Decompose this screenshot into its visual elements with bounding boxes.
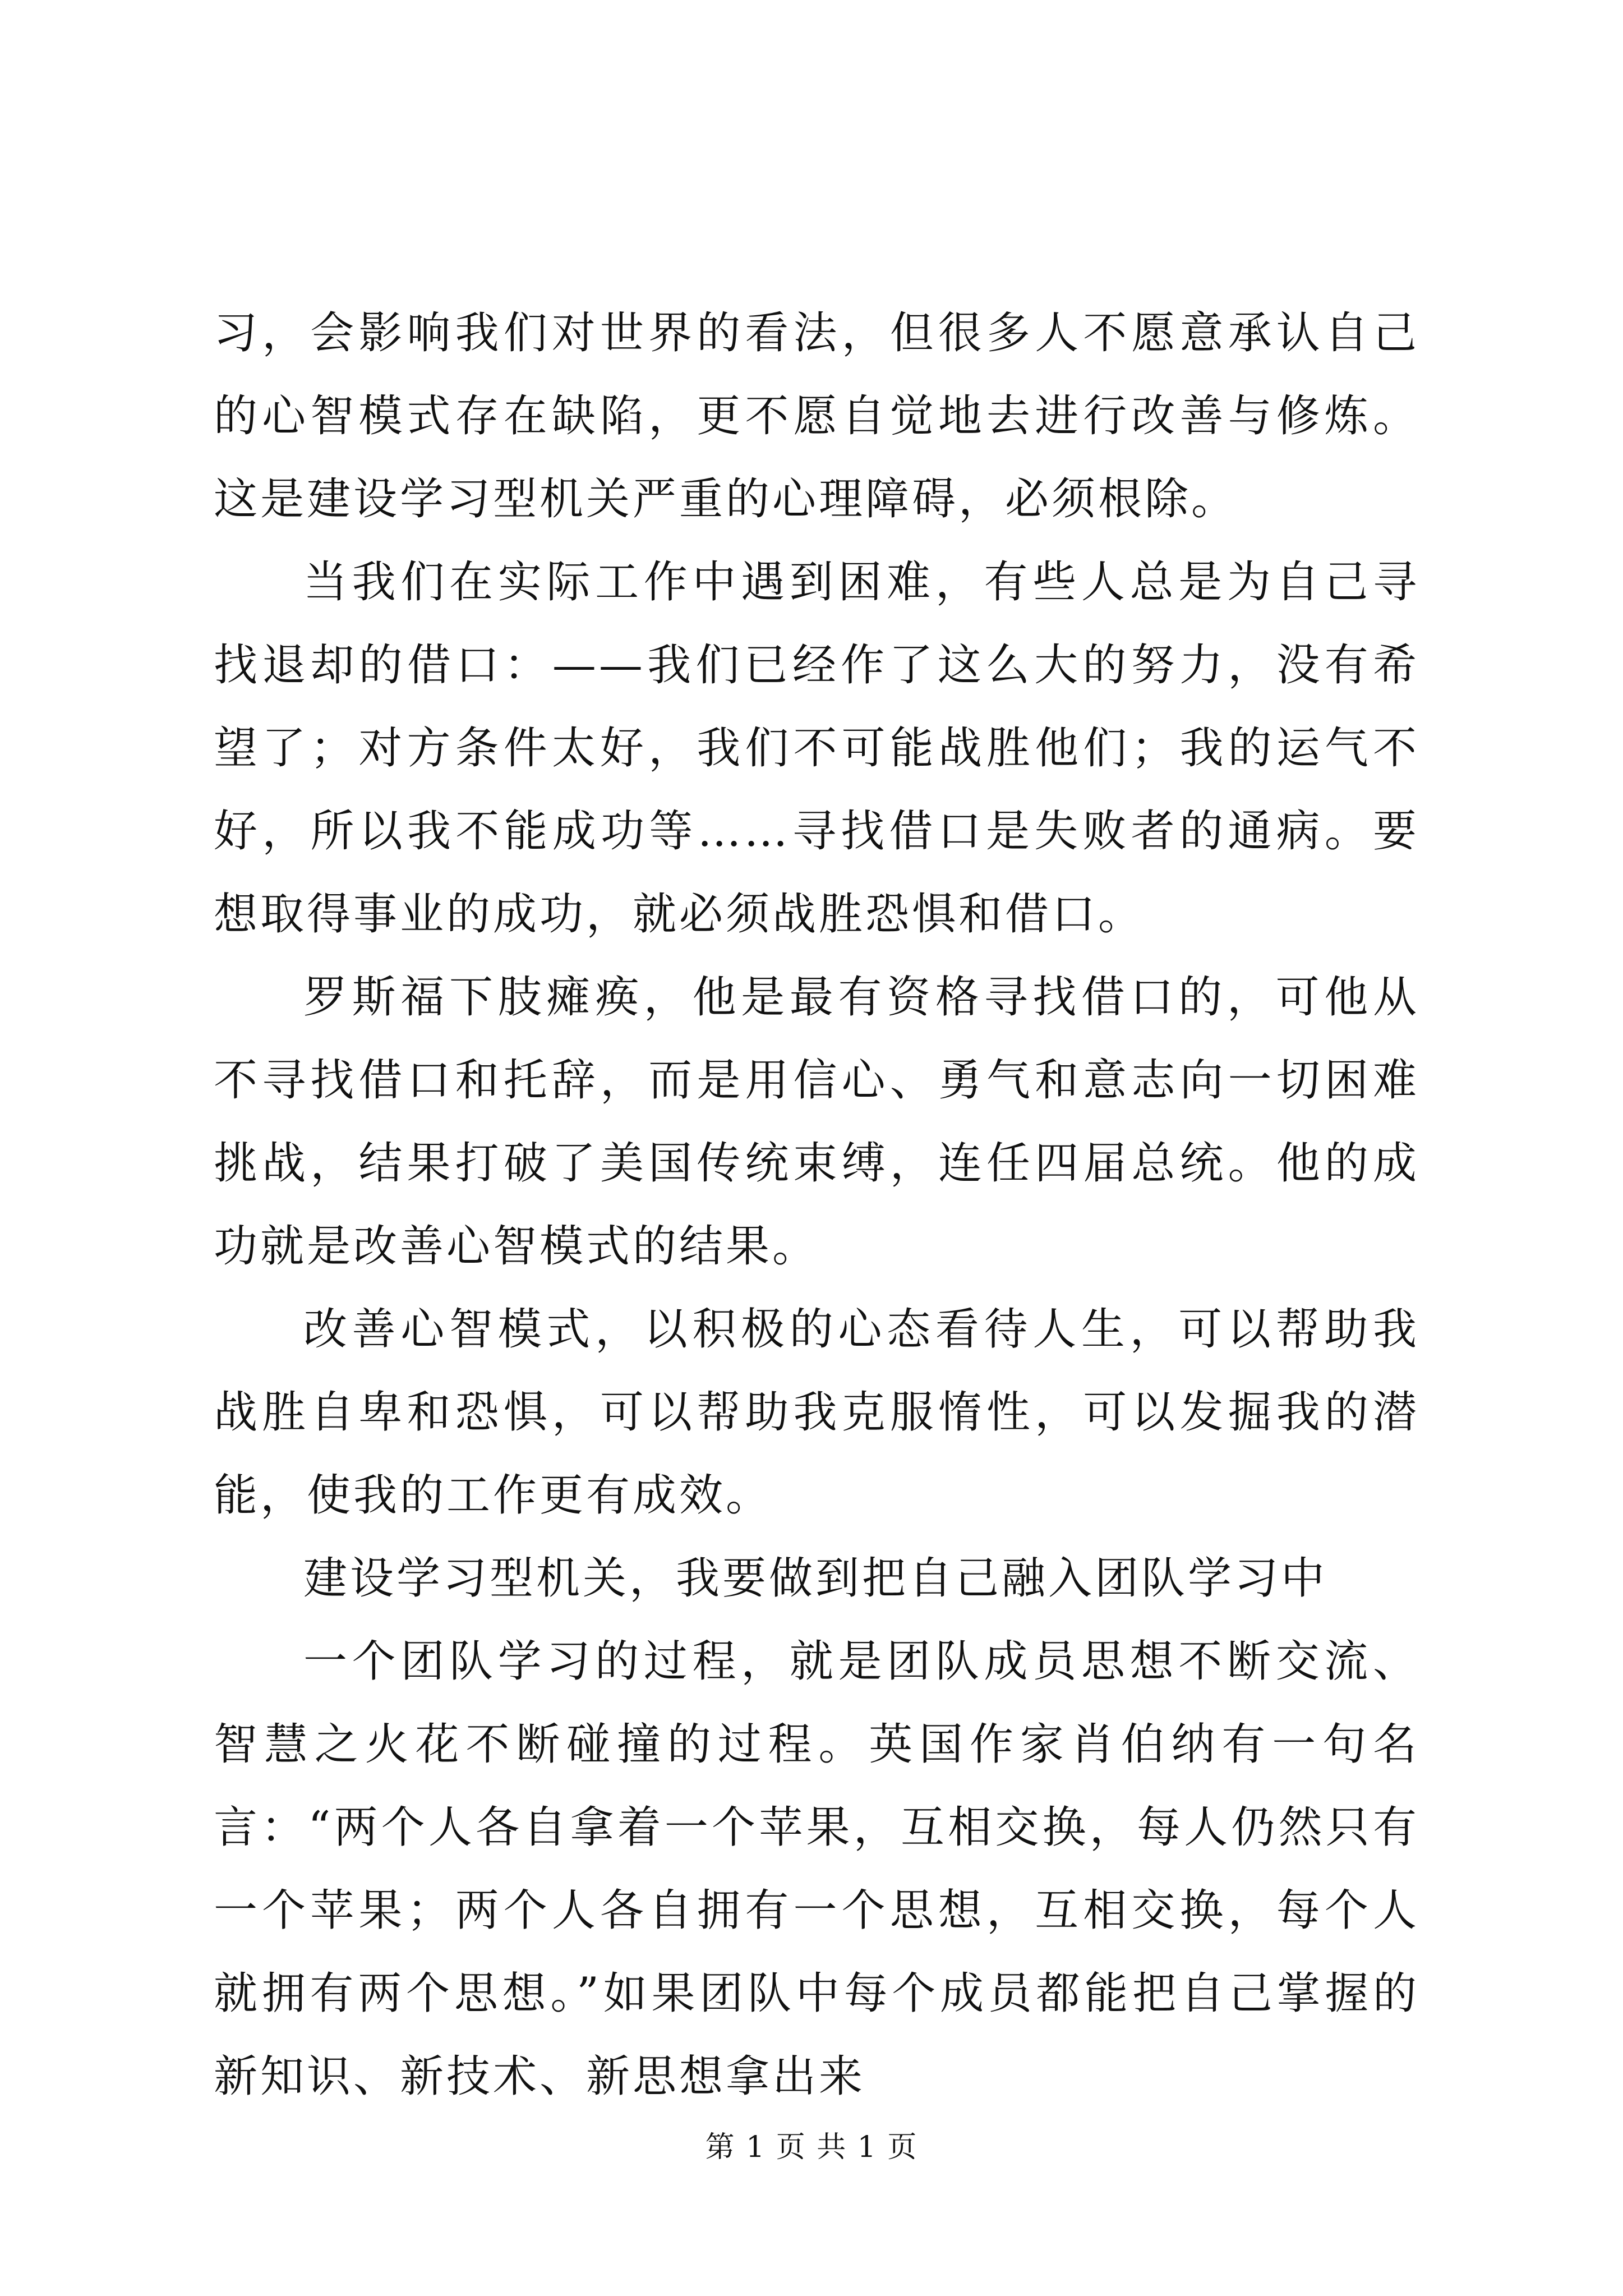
document-body <box>214 292 1419 2118</box>
paragraph-excuses: 当我们在实际工作中遇到困难，有些人总是为自己寻找退却的借口：——我们已经作了这么大的努力，没有希望了；对方条件太好，我们不可能战胜他们；我的运气不好，所以我不能成功等……寻找借口是失败者的通病。要想取得事业的成功，就必须战胜恐惧和借口。 <box>214 557 1419 940</box>
section-heading-team-learning: 建设学习型机关，我要做到把自己融入团队学习中 <box>303 1553 1328 1604</box>
paragraph-team-learning: 一个团队学习的过程，就是团队成员思想不断交流、智慧之火花不断碰撞的过程。英国作家肖伯纳有一句名言：“两个人各自拿着一个苹果，互相交换，每人仍然只有一个苹果；两个人各自拥有一个思想，互相交换，每个人就拥有两个思想。”如果团队中每个成员都能把自己掌握的新知识、新技术、新思想拿出来 <box>214 1636 1419 2102</box>
paragraph-roosevelt: 罗斯福下肢瘫痪，他是最有资格寻找借口的，可他从不寻找借口和托辞，而是用信心、勇气和意志向一切困难挑战，结果打破了美国传统束缚，连任四届总统。他的成功就是改善心智模式的结果。 <box>214 972 1419 1272</box>
page-footer: 第 1 页 共 1 页 <box>705 2131 918 2164</box>
paragraph-improve-mental-model: 改善心智模式，以积极的心态看待人生，可以帮助我战胜自卑和恐惧，可以帮助我克服惰性，可以发掘我的潜能，使我的工作更有成效。 <box>214 1304 1419 1521</box>
paragraph-continuation: 习，会影响我们对世界的看法，但很多人不愿意承认自己的心智模式存在缺陷，更不愿自觉地去进行改善与修炼。这是建设学习型机关严重的心理障碍，必须根除。 <box>214 308 1419 524</box>
